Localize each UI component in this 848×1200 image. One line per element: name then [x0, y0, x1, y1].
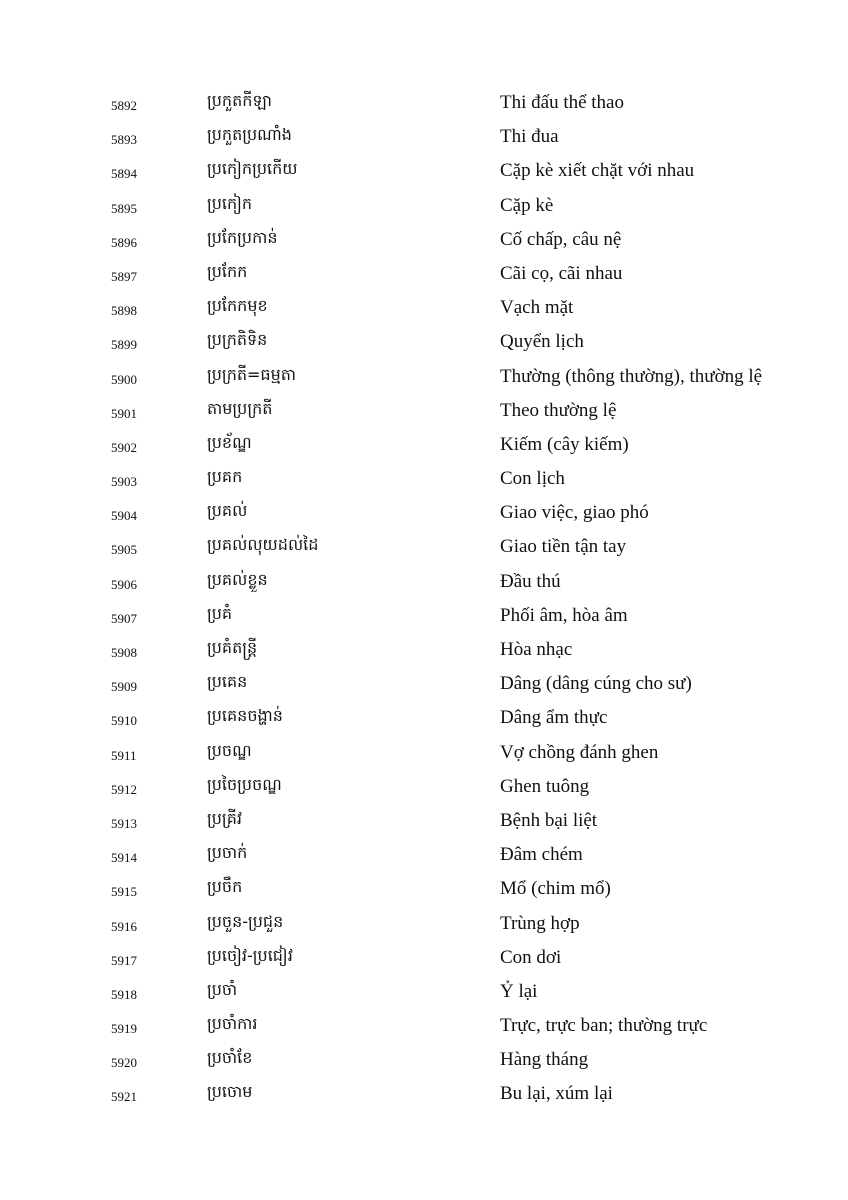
khmer-term: ប្រគេនចង្ហាន់: [207, 706, 283, 726]
khmer-term: ប្រក្រតី=ធម្មតា: [207, 364, 296, 384]
entry-row: [0, 120, 848, 154]
vietnamese-translation: Quyển lịch: [500, 331, 584, 353]
entry-number: 5900: [111, 371, 137, 387]
vietnamese-translation: Đâm chém: [500, 844, 583, 866]
khmer-term: ប្រក្រតិទិន: [207, 330, 268, 350]
vietnamese-translation: Vợ chồng đánh ghen: [500, 741, 659, 763]
entry-row: [0, 1077, 848, 1111]
entry-row: [0, 360, 848, 394]
khmer-term: ប្រគ្រីវ: [207, 808, 242, 828]
entry-number: 5914: [111, 850, 137, 866]
vietnamese-translation: Đầu thú: [500, 570, 561, 592]
vietnamese-translation: Con lịch: [500, 468, 565, 490]
entry-list: [0, 86, 848, 1112]
khmer-term: ប្រចោម: [207, 1082, 253, 1102]
khmer-term: ប្រចៀវ-ប្រជៀវ: [207, 945, 293, 965]
entry-number: 5911: [111, 747, 137, 763]
entry-row: [0, 941, 848, 975]
vietnamese-translation: Cặp kè: [500, 194, 554, 216]
khmer-term: ប្រចៃប្រចណ្ឌ: [207, 774, 282, 794]
entry-row: [0, 770, 848, 804]
khmer-term: ប្រគំ: [207, 603, 233, 623]
entry-row: [0, 189, 848, 223]
entry-row: [0, 701, 848, 735]
vietnamese-translation: Kiếm (cây kiếm): [500, 433, 629, 455]
vietnamese-translation: Ghen tuông: [500, 775, 590, 797]
entry-number: 5902: [111, 439, 137, 455]
entry-row: [0, 907, 848, 941]
entry-number: 5893: [111, 132, 137, 148]
entry-row: [0, 1009, 848, 1043]
entry-number: 5894: [111, 166, 137, 182]
vietnamese-translation: Trùng hợp: [500, 912, 580, 934]
vietnamese-translation: Hòa nhạc: [500, 639, 573, 660]
entry-number: 5919: [111, 1021, 137, 1037]
vietnamese-translation: Dâng ẩm thực: [500, 707, 608, 729]
vietnamese-translation: Thi đua: [500, 126, 559, 148]
entry-row: [0, 325, 848, 359]
khmer-term: ប្រគល់: [207, 501, 248, 521]
entry-row: [0, 428, 848, 462]
khmer-term: ប្រគក: [207, 467, 243, 487]
entry-row: [0, 394, 848, 428]
khmer-term: ប្រខ័ណ្ឌ: [207, 432, 252, 452]
vietnamese-translation: Dâng (dâng cúng cho sư): [500, 673, 692, 695]
entry-row: [0, 872, 848, 906]
entry-row: [0, 291, 848, 325]
khmer-term: ប្រកែក: [207, 261, 248, 281]
entry-number: 5916: [111, 918, 137, 934]
khmer-term: ប្រកួតកីឡា: [207, 91, 272, 110]
vietnamese-translation: Thi đấu thể thao: [500, 92, 624, 113]
vietnamese-translation: Phối âm, hòa âm: [500, 604, 628, 626]
vietnamese-translation: Giao tiền tận tay: [500, 536, 627, 558]
khmer-term: ប្រកែប្រកាន់: [207, 227, 278, 247]
entry-number: 5908: [111, 645, 137, 660]
entry-row: [0, 838, 848, 872]
entry-number: 5896: [111, 234, 137, 250]
entry-row: [0, 223, 848, 257]
entry-number: 5909: [111, 679, 137, 695]
vietnamese-translation: Con dơi: [500, 946, 562, 968]
vietnamese-translation: Giao việc, giao phó: [500, 502, 649, 524]
khmer-term: ប្រចាំខែ: [207, 1048, 253, 1068]
entry-row: [0, 975, 848, 1009]
entry-row: [0, 462, 848, 496]
khmer-term: ប្រចាក់: [207, 843, 248, 863]
entry-number: 5905: [111, 542, 137, 558]
entry-row: [0, 496, 848, 530]
entry-row: [0, 86, 848, 120]
vietnamese-translation: Cố chấp, câu nệ: [500, 228, 622, 250]
entry-number: 5895: [111, 200, 137, 216]
entry-number: 5912: [111, 781, 137, 797]
khmer-term: ប្រកែកមុខ: [207, 296, 268, 316]
entry-number: 5898: [111, 303, 137, 319]
khmer-term: ប្រចាំការ: [207, 1014, 258, 1034]
vietnamese-translation: Cãi cọ, cãi nhau: [500, 262, 623, 284]
khmer-term: ប្រកៀក: [207, 193, 253, 213]
entry-number: 5921: [111, 1089, 137, 1105]
entry-number: 5920: [111, 1055, 137, 1071]
vietnamese-translation: Ỷ lại: [500, 980, 538, 1002]
khmer-term: ប្រគល់លុយដល់ដៃ: [207, 535, 319, 555]
khmer-term: ប្រចឹក: [207, 877, 243, 897]
khmer-term: ប្រគំតន្ត្រី: [207, 638, 258, 657]
vietnamese-translation: Hàng tháng: [500, 1049, 589, 1071]
entry-number: 5897: [111, 268, 137, 284]
khmer-term: ប្រកៀកប្រកើយ: [207, 159, 298, 179]
vietnamese-translation: Bu lại, xúm lại: [500, 1083, 613, 1105]
entry-row: [0, 667, 848, 701]
entry-number: 5903: [111, 474, 137, 490]
entry-number: 5918: [111, 986, 137, 1002]
entry-number: 5892: [111, 98, 137, 113]
khmer-term: ប្រចួន-ប្រជួន: [207, 911, 284, 931]
entry-row: [0, 633, 848, 667]
vietnamese-translation: Vạch mặt: [500, 297, 574, 319]
khmer-term: ប្រចណ្ឌ: [207, 740, 252, 760]
entry-row: [0, 154, 848, 188]
entry-number: 5913: [111, 815, 137, 831]
khmer-term: ប្រគល់ខ្លួន: [207, 569, 268, 589]
entry-number: 5899: [111, 337, 137, 353]
khmer-term: ប្រគេន: [207, 672, 248, 692]
vietnamese-translation: Bệnh bại liệt: [500, 809, 598, 831]
vietnamese-translation: Trực, trực ban; thường trực: [500, 1015, 708, 1037]
entry-row: [0, 599, 848, 633]
entry-row: [0, 257, 848, 291]
khmer-term: ប្រចាំ: [207, 979, 238, 999]
entry-row: [0, 804, 848, 838]
khmer-term: តាមប្រក្រតី: [207, 398, 273, 418]
entry-number: 5910: [111, 713, 137, 729]
entry-number: 5904: [111, 508, 137, 524]
entry-number: 5915: [111, 884, 137, 900]
entry-row: [0, 565, 848, 599]
entry-number: 5906: [111, 576, 137, 592]
entry-number: 5917: [111, 952, 137, 968]
vietnamese-translation: Theo thường lệ: [500, 399, 617, 421]
vietnamese-translation: Thường (thông thường), thường lệ: [500, 365, 763, 387]
vietnamese-translation: Cặp kè xiết chặt với nhau: [500, 160, 695, 182]
entry-row: [0, 1043, 848, 1077]
khmer-term: ប្រកួតប្រណាំង: [207, 125, 292, 145]
entry-row: [0, 736, 848, 770]
entry-row: [0, 530, 848, 564]
vietnamese-translation: Mổ (chim mổ): [500, 878, 611, 900]
entry-number: 5901: [111, 405, 137, 421]
entry-number: 5907: [111, 610, 137, 626]
